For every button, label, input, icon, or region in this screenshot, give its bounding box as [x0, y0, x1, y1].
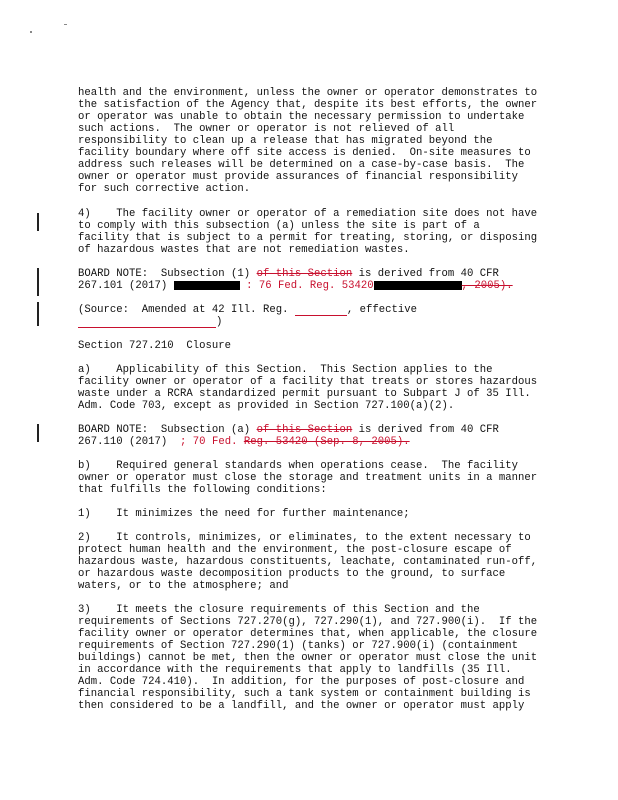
- text-line: b) Required general standards when operations cease. The facility: [78, 460, 519, 472]
- blank-underline: [78, 317, 216, 328]
- text-line: [78, 424, 499, 436]
- inserted-text: ; 70 Fed.: [167, 436, 244, 448]
- text-line: 4) The facility owner or operator of a remediation site does not have: [78, 208, 538, 220]
- text-line: [78, 436, 410, 448]
- inserted-text: : 76 Fed. Reg. 53420: [239, 280, 374, 292]
- text-line: [78, 316, 222, 328]
- scan-speck: [30, 31, 32, 33]
- text-line: 3) It meets the closure requirements of this Section and the: [78, 604, 480, 616]
- text-line: of hazardous wastes that are not remediation wastes.: [78, 244, 410, 256]
- text-line: buildings) cannot be met, then the owner or operator must close the unit: [78, 652, 538, 664]
- text-line: that fulfills the following conditions:: [78, 484, 327, 496]
- item-1: 1) It minimizes the need for further maintenance;: [78, 508, 410, 520]
- note-prefix: BOARD NOTE: Subsection (1): [78, 268, 257, 280]
- blank-underline: [295, 305, 347, 316]
- scan-speck: [64, 24, 67, 25]
- text-line: waters, or to the atmosphere; and: [78, 580, 289, 592]
- note-text: 267.101 (2017): [78, 280, 168, 292]
- text-line: financial responsibility, such a tank system or containment building is: [78, 688, 531, 700]
- note-prefix: BOARD NOTE: Subsection (a): [78, 424, 257, 436]
- text-line: waste under a RCRA standardized permit pursuant to Subpart J of 35 Ill.: [78, 388, 531, 400]
- text-line: [78, 268, 499, 280]
- note-text: is derived from 40 CFR: [352, 268, 499, 280]
- text-line: a) Applicability of this Section. This Section applies to the: [78, 364, 493, 376]
- text-line: Adm. Code 724.410). In addition, for the purposes of post-closure and: [78, 676, 525, 688]
- text-line: or hazardous waste decomposition products to the ground, to surface: [78, 568, 506, 580]
- text-line: for such corrective action.: [78, 183, 251, 195]
- text-line: 2) It controls, minimizes, or eliminates, to the extent necessary to: [78, 532, 531, 544]
- text-line: owner or operator must provide assurances of financial responsibility: [78, 171, 519, 183]
- text-line: [78, 280, 513, 292]
- revision-bar: [37, 268, 39, 296]
- note-text: 267.110 (2017): [78, 436, 168, 448]
- text-line: protect human health and the environment, the post-closure escape of: [78, 544, 512, 556]
- text-line: to comply with this subsection (a) unless the site is part of a: [78, 220, 480, 232]
- note-text: is derived from 40 CFR: [352, 424, 499, 436]
- text-line: then considered to be a landfill, and the owner or operator must apply: [78, 700, 525, 712]
- source-text: , effective: [346, 304, 417, 316]
- struck-text: Reg. 53420 (Sep. 8, 2005).: [243, 436, 410, 448]
- section-heading: Section 727.210 Closure: [78, 340, 232, 352]
- text-line: requirements of Sections 727.270(g), 727.290(1), and 727.900(i). If the: [78, 616, 538, 628]
- struck-text: of this Section: [256, 424, 353, 436]
- revision-bar: [37, 213, 39, 231]
- text-line: [78, 304, 417, 316]
- text-line: facility owner or operator of a facility that treats or stores hazardous: [78, 376, 538, 388]
- revision-bar: [37, 302, 39, 326]
- source-text: ): [216, 316, 223, 328]
- revision-bar: [37, 424, 39, 442]
- text-line: hazardous waste, hazardous constituents, leachate, contaminated run-off,: [78, 556, 538, 568]
- text-line: responsibility to clean up a release that has migrated beyond the: [78, 135, 493, 147]
- text-line: address such releases will be determined on a case-by-case basis. The: [78, 159, 525, 171]
- text-line: facility that is subject to a permit for treating, storing, or disposing: [78, 232, 538, 244]
- text-line: in accordance with the requirements that apply to landfills (35 Ill.: [78, 664, 512, 676]
- text-line: or operator was unable to obtain the necessary permission to undertake: [78, 111, 525, 123]
- text-line: such actions. The owner or operator is not relieved of all: [78, 123, 455, 135]
- source-text: (Source: Amended at 42 Ill. Reg.: [78, 304, 295, 316]
- struck-text: of this Section: [256, 268, 353, 280]
- text-line: facility owner or operator determines that, when applicable, the closure: [78, 628, 538, 640]
- text-line: health and the environment, unless the owner or operator demonstrates to: [78, 87, 538, 99]
- text-line: Adm. Code 703, except as provided in Section 727.100(a)(2).: [78, 400, 455, 412]
- text-line: requirements of Section 727.290(1) (tanks) or 727.900(i) (containment: [78, 640, 519, 652]
- text-line: the satisfaction of the Agency that, despite its best efforts, the owner: [78, 99, 538, 111]
- redaction-mark: [174, 281, 240, 290]
- text-line: facility boundary where off site access is denied. On-site measures to: [78, 147, 531, 159]
- struck-text: , 2005).: [461, 280, 513, 292]
- text-line: owner or operator must close the storage and treatment units in a manner: [78, 472, 538, 484]
- redaction-mark: [374, 281, 462, 290]
